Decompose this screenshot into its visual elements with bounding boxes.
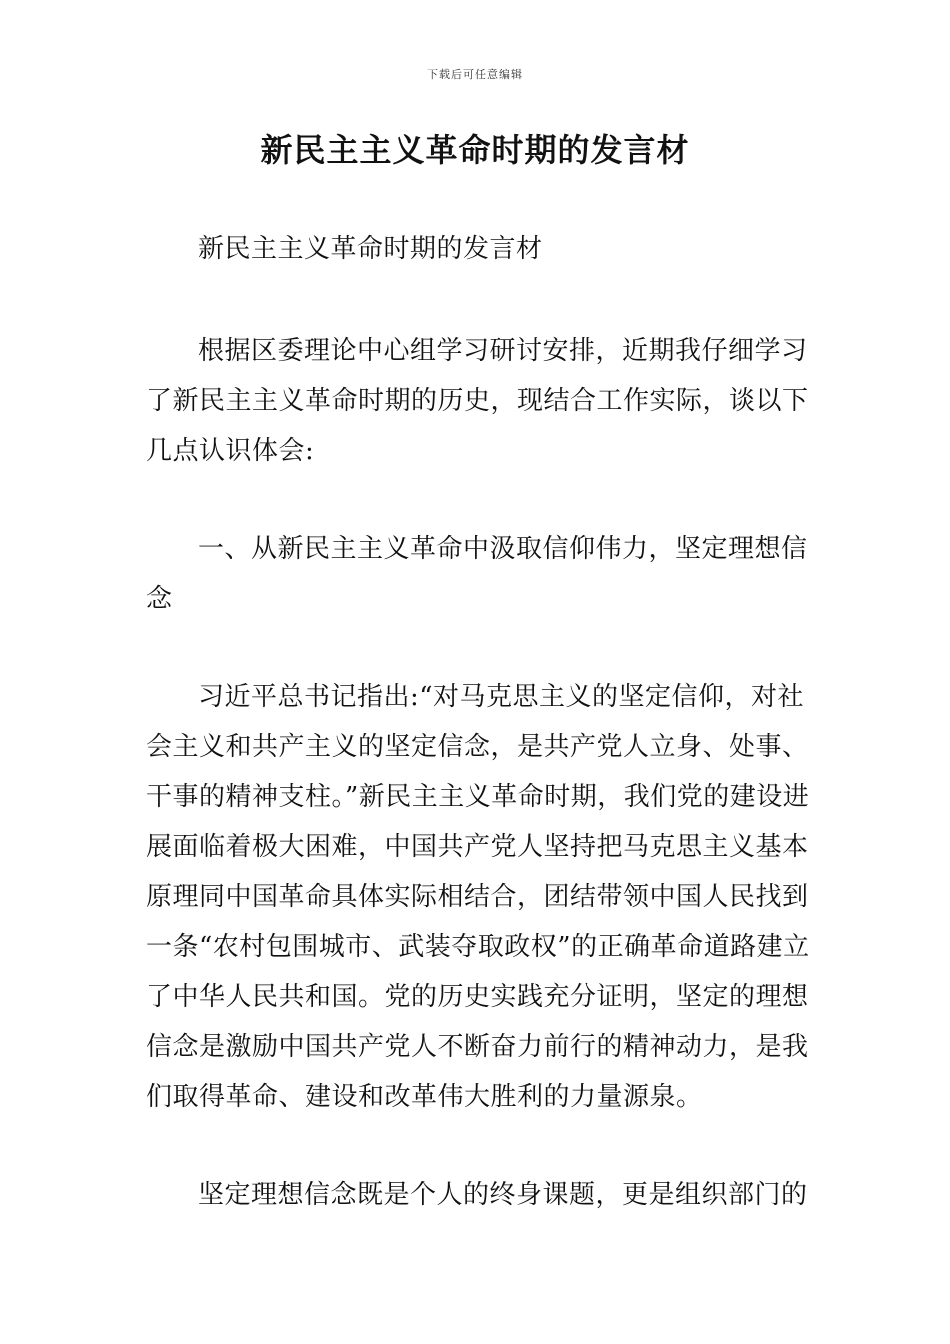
header-note: 下载后可任意编辑 [427,68,523,81]
intro-paragraph: 根据区委理论中心组学习研讨安排，近期我仔细学习了新民主主义革命时期的历史，现结合工作实际，谈以下几点认识体会: [146,336,809,466]
document-title: 新民主主义革命时期的发言材 [260,131,690,169]
body-paragraph-1: 习近平总书记指出:“对马克思主义的坚定信仰，对社会主义和共产主义的坚定信念，是共产党人立身、处事、干事的精神支柱。”新民主主义革命时期，我们党的建设进展面临着极大困难，中国共产党人坚持把马克思主义基本原理同中国革命具体实际相结合，团结带领中国人民找到一条“农村包围城市、武装夺取政权”的正确革命道路建立了中华人民共和国。党的历史实践充分证明，坚定的理想信念是激励中国共产党人不断奋力前行的精神动力，是我们取得革命、建设和改革伟大胜利的力量源泉。 [146,682,810,1112]
section-heading-1: 一、从新民主主义革命中汲取信仰伟力，坚定理想信念 [146,534,808,614]
body-paragraph-2: 坚定理想信念既是个人的终身课题，更是组织部门的 [198,1180,808,1210]
subtitle-paragraph: 新民主主义革命时期的发言材 [198,234,543,264]
